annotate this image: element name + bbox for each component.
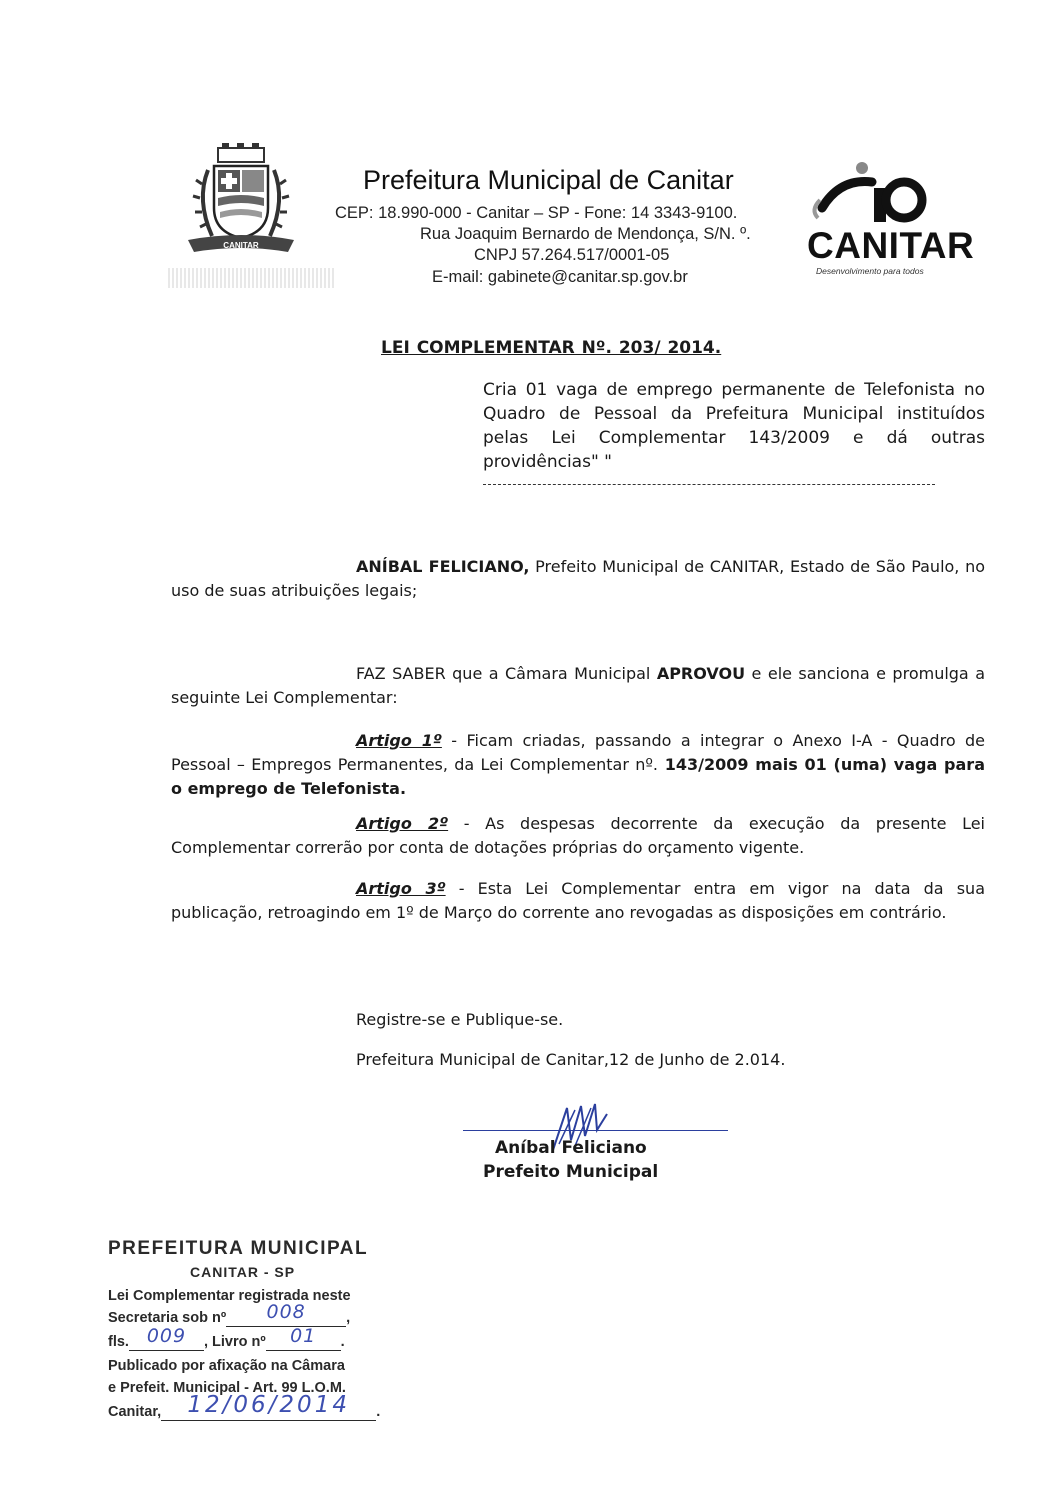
stamp-line-2: Secretaria sob nº 008 , [108, 1301, 351, 1326]
stamp-date-value: 12/06/2014 [187, 1392, 350, 1418]
intro-text: Prefeito Municipal de CANITAR, Estado de São Paulo, no uso de suas atribuições legais; [171, 557, 986, 600]
signatory-name: Aníbal Feliciano [495, 1138, 647, 1158]
closing-line: Registre-se e Publique-se. [356, 1010, 564, 1029]
article-1-label: Artigo 1º [356, 731, 442, 750]
faz-saber-paragraph [171, 662, 985, 710]
org-name: Prefeitura Municipal de Canitar [363, 165, 734, 195]
article-2 [171, 812, 985, 860]
faz-saber-bold: APROVOU [656, 664, 746, 683]
place-date-line: Prefeitura Municipal de Canitar,12 de Junho de 2.014. [356, 1050, 786, 1069]
crest-strip-decoration [168, 268, 336, 288]
header-email-line: E-mail: gabinete@canitar.sp.gov.br [432, 268, 688, 286]
article-1-text: - Ficam criadas, passando a integrar o Anexo I-A - Quadro de Pessoal – Empregos Permanentes, da Lei Complementar nº. [171, 731, 986, 774]
law-ementa: Cria 01 vaga de emprego permanente de Telefonista no Quadro de Pessoal da Prefeitura Municipal instituídos pelas Lei Complementar 143/2009 e dá outras providências" " [483, 380, 985, 472]
stamp-line-5: Publicado por afixação na Câmara [108, 1358, 345, 1374]
crest-banner-text: CANITAR [223, 241, 259, 250]
stamp-fls-value: 009 [146, 1325, 187, 1347]
stamp-subtitle: CANITAR - SP [190, 1264, 296, 1280]
stamp-line-7: Canitar, 12/06/2014 . [108, 1392, 381, 1420]
stamp-fls-field [129, 1325, 204, 1351]
faz-saber-pre: FAZ SABER que a Câmara Municipal [356, 664, 657, 683]
signatory-role: Prefeito Municipal [483, 1162, 659, 1182]
brand-name: CANITAR [807, 225, 975, 266]
stamp-secretaria-label: Secretaria sob nº [108, 1310, 227, 1326]
stamp-line-6: e Prefeit. Municipal - Art. 99 L.O.M. [108, 1380, 346, 1396]
mayor-name: ANÍBAL FELICIANO, [356, 557, 530, 576]
law-title: LEI COMPLEMENTAR Nº. 203/ 2014. [381, 338, 722, 358]
stamp-canitar-label: Canitar, [108, 1404, 162, 1420]
article-3-text: - Esta Lei Complementar entra em vigor na data da sua publicação, retroagindo em 1º de Março do corrente ano revogadas as disposições em contrário. [171, 879, 985, 922]
header-cnpj-line: CNPJ 57.264.517/0001-05 [474, 246, 670, 264]
stamp-livro-label: , Livro nº [203, 1334, 266, 1350]
article-1 [171, 729, 985, 801]
stamp-livro-field [266, 1325, 341, 1351]
stamp-title: PREFEITURA MUNICIPAL [108, 1238, 369, 1259]
stamp-line-3: fls. 009 , Livro nº 01 . [108, 1325, 345, 1350]
article-3 [171, 877, 985, 925]
header-address-line: Rua Joaquim Bernardo de Mendonça, S/N. º. [420, 225, 751, 243]
article-2-label: Artigo 2º [356, 814, 449, 833]
intro-paragraph [171, 555, 985, 603]
stamp-line-1: Lei Complementar registrada neste [108, 1288, 351, 1304]
stamp-livro-value: 01 [290, 1325, 317, 1347]
article-1-bold-tail: 143/2009 mais 01 (uma) vaga para o emprego de Telefonista. [171, 755, 985, 798]
article-3-label: Artigo 3º [356, 879, 446, 898]
faz-saber-post: e ele sanciona e promulga a seguinte Lei Complementar: [171, 664, 985, 707]
stamp-secretaria-value: 008 [266, 1301, 306, 1323]
brand-tagline: Desenvolvimento para todos [816, 266, 924, 276]
municipal-crest [178, 140, 304, 260]
article-2-text: - As despesas decorrente da execução da presente Lei Complementar correrão por conta de dotações próprias do orçamento vigente. [171, 814, 986, 857]
ementa-divider [483, 484, 935, 485]
header-cep-line: CEP: 18.990-000 - Canitar – SP - Fone: 14 3343-9100. [335, 204, 738, 222]
stamp-fls-label: fls. [108, 1334, 129, 1350]
